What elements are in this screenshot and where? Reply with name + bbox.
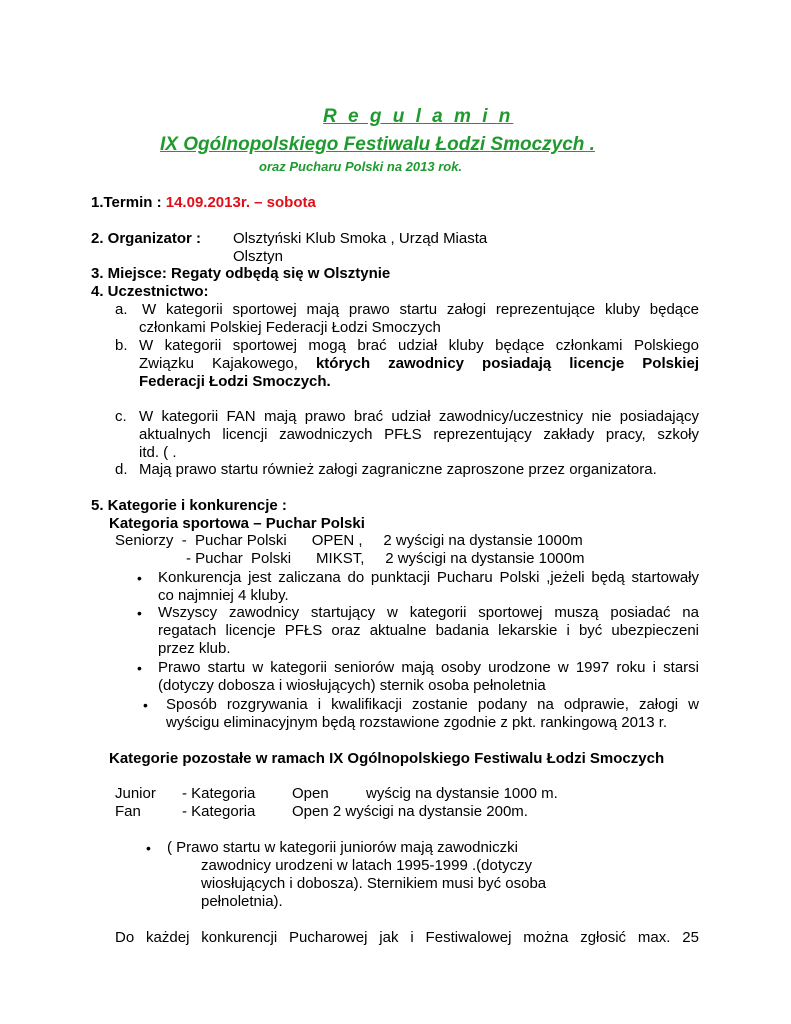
bullet-icon: • [146,840,151,856]
seniorzy-row-2: - Puchar Polski MIKST, 2 wyścigi na dystansie 1000m [186,550,585,567]
bullet-1-line-1: Konkurencja jest zaliczana do punktacji Pucharu Polski ,jeżeli będą startowały [158,569,699,586]
item-d-line-1: Mają prawo startu również załogi zagraniczne zaproszone przez organizatora. [139,461,657,478]
termin-value: 14.09.2013r. – sobota [165,194,316,211]
kategorie-heading: 5. Kategorie i konkurencje : [91,497,287,514]
bullet-2-line-2: regatach licencje PFŁS oraz aktualne badania lekarskie i być ubezpieczeni [158,622,699,639]
junior-type: Open [292,785,329,802]
junior-desc: wyścig na dystansie 1000 m. [366,785,558,802]
title-subtitle: oraz Pucharu Polski na 2013 rok. [259,159,463,174]
organizator-value-2: Olsztyn [233,248,284,265]
list-marker-d: d. [115,461,128,478]
note-line-2: zawodnicy urodzeni w latach 1995-1999 .(dotyczy [201,857,533,874]
item-a-line-1: W kategorii sportowej mają prawo startu załogi reprezentujące kluby będące [142,301,699,318]
note-line-4: pełnoletnia). [201,893,283,910]
title-festival: IX Ogólnopolskiego Festiwalu Łodzi Smoczych . [160,134,595,155]
junior-kategoria: - Kategoria [182,785,256,802]
item-c-line-3: itd. ( . [139,444,177,461]
termin-label: 1.Termin : [91,194,166,211]
bullet-icon: • [137,660,142,676]
bullet-1-line-2: co najmniej 4 kluby. [158,587,289,604]
item-b-line-2-normal: Związku Kajakowego, [139,355,316,372]
organizator-value-1: Olsztyński Klub Smoka , Urząd Miasta [233,230,488,247]
uczestnictwo-heading: 4. Uczestnictwo: [91,283,209,300]
organizator-label: 2. Organizator : [91,230,202,247]
pozostale-heading: Kategorie pozostałe w ramach IX Ogólnopolskiego Festiwalu Łodzi Smoczych [109,750,665,767]
miejsce-line: 3. Miejsce: Regaty odbędą się w Olsztynie [91,265,391,282]
title-regulamin: R e g u l a m i n [323,106,514,127]
note-line-1: ( Prawo startu w kategorii juniorów mają zawodniczki [167,839,518,856]
bullet-4-line-1: Sposób rozgrywania i kwalifikacji zostanie podany na odprawie, załogi w [166,696,699,713]
footer-line: Do każdej konkurencji Pucharowej jak i Festiwalowej można zgłosić max. 25 [115,929,699,946]
item-a-line-2: członkami Polskiej Federacji Łodzi Smoczych [139,319,441,336]
note-line-3: wiosłujących i dobosza). Sternikiem musi być osoba [201,875,547,892]
list-marker-a: a. [115,301,128,318]
item-b-line-3: Federacji Łodzi Smoczych. [139,373,331,390]
list-marker-c: c. [115,408,127,425]
item-c-line-1: W kategorii FAN mają prawo brać udział zawodnicy/uczestnicy nie posiadający [139,408,699,425]
seniorzy-row-1: Seniorzy - Puchar Polski OPEN , 2 wyścigi na dystansie 1000m [115,532,583,549]
bullet-icon: • [137,570,142,586]
list-marker-b: b. [115,337,128,354]
bullet-2-line-1: Wszyscy zawodnicy startujący w kategorii sportowej muszą posiadać na [158,604,699,621]
fan-name: Fan [115,803,141,820]
bullet-3-line-2: (dotyczy dobosza i wiosłujących) sternik osoba pełnoletnia [158,677,546,694]
bullet-3-line-1: Prawo startu w kategorii seniorów mają osoby urodzone w 1997 roku i starsi [158,659,699,676]
kategoria-sportowa-heading: Kategoria sportowa – Puchar Polski [109,515,365,532]
fan-kategoria: - Kategoria [182,803,256,820]
item-b-line-2-bold: których zawodnicy posiadają licencje Polskiej [315,355,699,372]
bullet-icon: • [143,697,148,713]
bullet-icon: • [137,605,142,621]
fan-type: Open 2 wyścigi na dystansie 200m. [292,803,528,820]
termin-line [91,194,316,212]
bullet-4-line-2: wyścigu eliminacyjnym będą rozstawione zgodnie z pkt. rankingową 2013 r. [166,714,668,731]
item-b-line-1: W kategorii sportowej mogą brać udział kluby będące członkami Polskiego [139,337,699,354]
item-c-line-2: aktualnych licencji zawodniczych PFŁS reprezentujący zakłady pracy, szkoły [139,426,699,443]
junior-name: Junior [115,785,156,802]
item-b-line-2 [139,355,699,373]
bullet-2-line-3: przez klub. [158,640,231,657]
